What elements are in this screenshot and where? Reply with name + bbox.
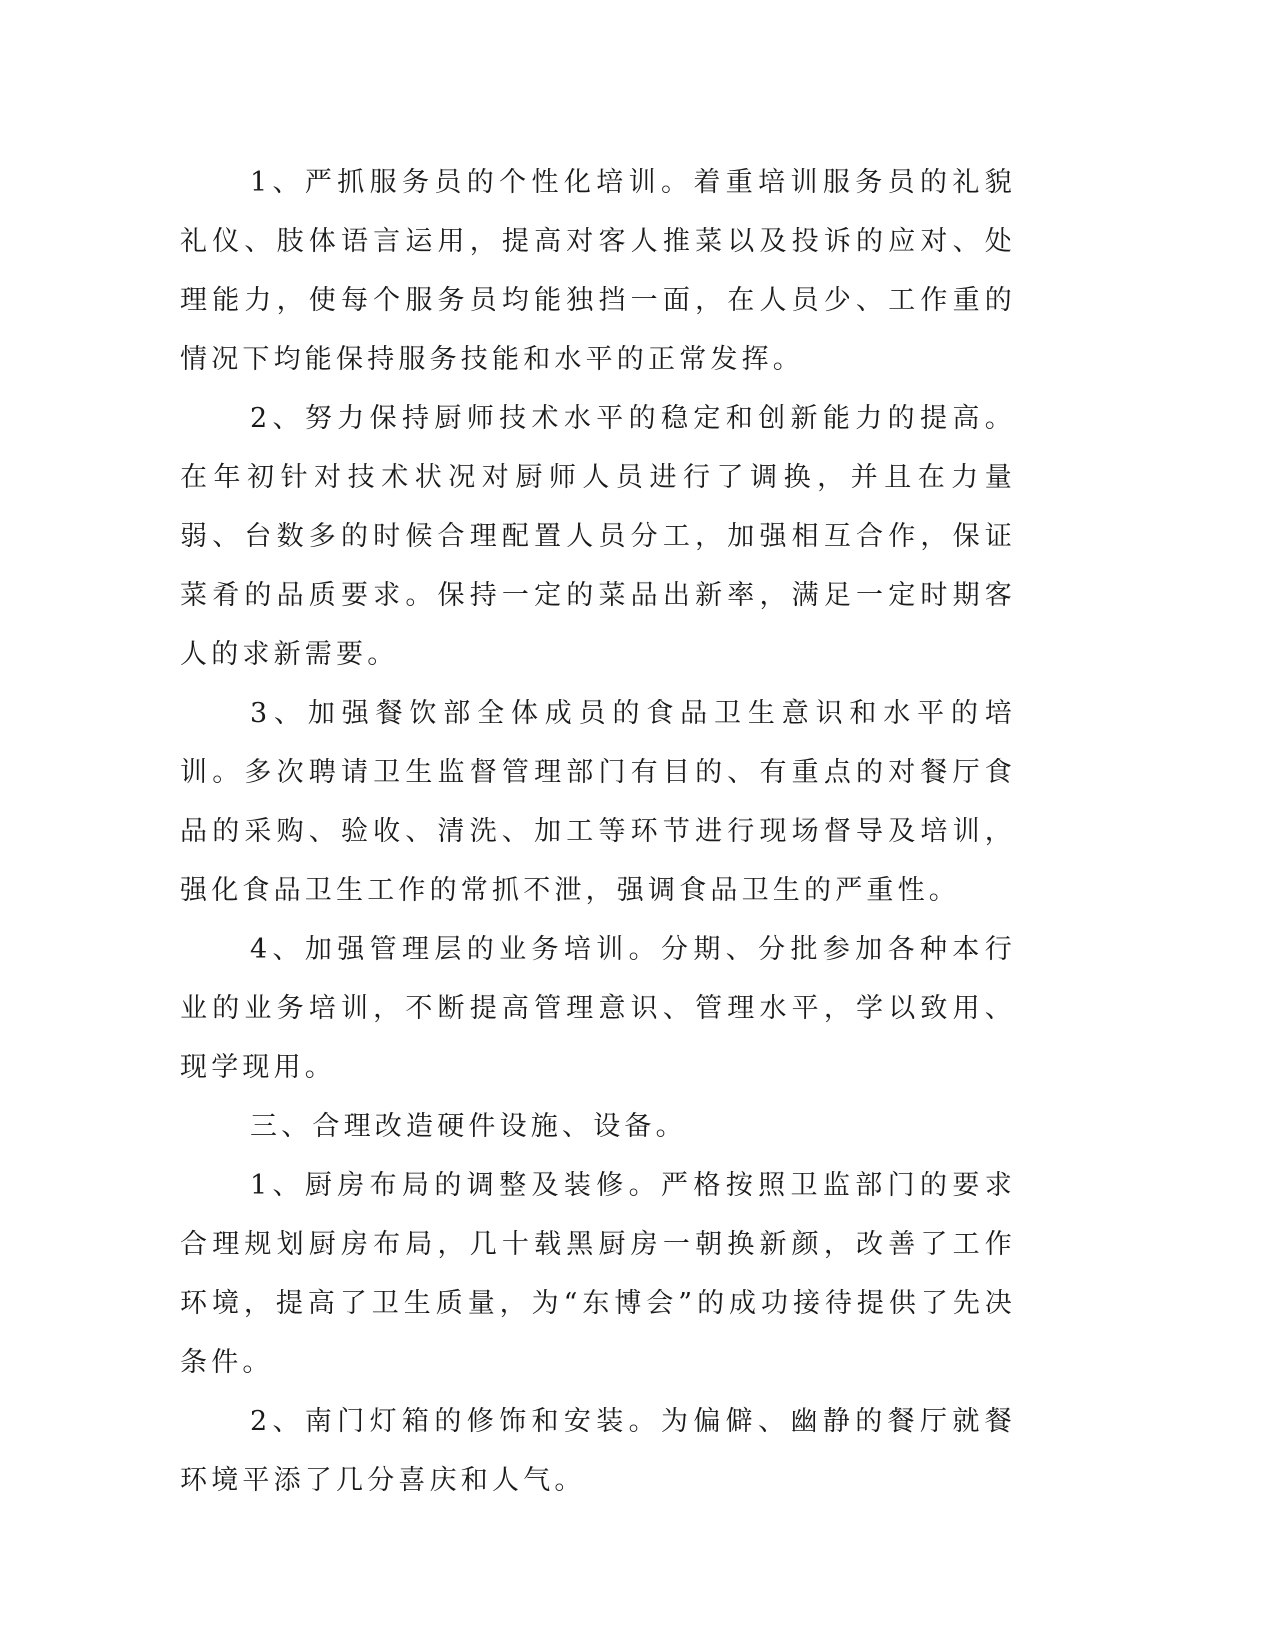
paragraph-chef-skills: 2、努力保持厨师技术水平的稳定和创新能力的提高。在年初针对技术状况对厨师人员进行了调换，并且在力量弱、台数多的时候合理配置人员分工，加强相互合作，保证菜肴的品质要求。保持一定的菜品出新率，满足一定时期客人的求新需要。	[180, 403, 1016, 670]
paragraph-lightbox: 2、南门灯箱的修饰和安装。为偏僻、幽静的餐厅就餐环境平添了几分喜庆和人气。	[180, 1406, 1016, 1496]
paragraph-service-training: 1、严抓服务员的个性化培训。着重培训服务员的礼貌礼仪、肢体语言运用，提高对客人推菜以及投诉的应对、处理能力，使每个服务员均能独挡一面，在人员少、工作重的情况下均能保持服务技能和水平的正常发挥。	[180, 167, 1016, 375]
paragraph-food-hygiene: 3、加强餐饮部全体成员的食品卫生意识和水平的培训。多次聘请卫生监督管理部门有目的、有重点的对餐厅食品的采购、验收、清洗、加工等环节进行现场督导及培训，强化食品卫生工作的常抓不泄，强调食品卫生的严重性。	[180, 698, 1016, 906]
paragraph-management-training: 4、加强管理层的业务培训。分期、分批参加各种本行业的业务培训，不断提高管理意识、管理水平，学以致用、现学现用。	[180, 934, 1016, 1083]
section-heading-hardware: 三、合理改造硬件设施、设备。	[250, 1111, 687, 1142]
document-body	[180, 153, 1016, 1510]
paragraph-kitchen-layout: 1、厨房布局的调整及装修。严格按照卫监部门的要求合理规划厨房布局，几十载黑厨房一朝换新颜，改善了工作环境，提高了卫生质量，为“东博会”的成功接待提供了先决条件。	[180, 1170, 1016, 1378]
